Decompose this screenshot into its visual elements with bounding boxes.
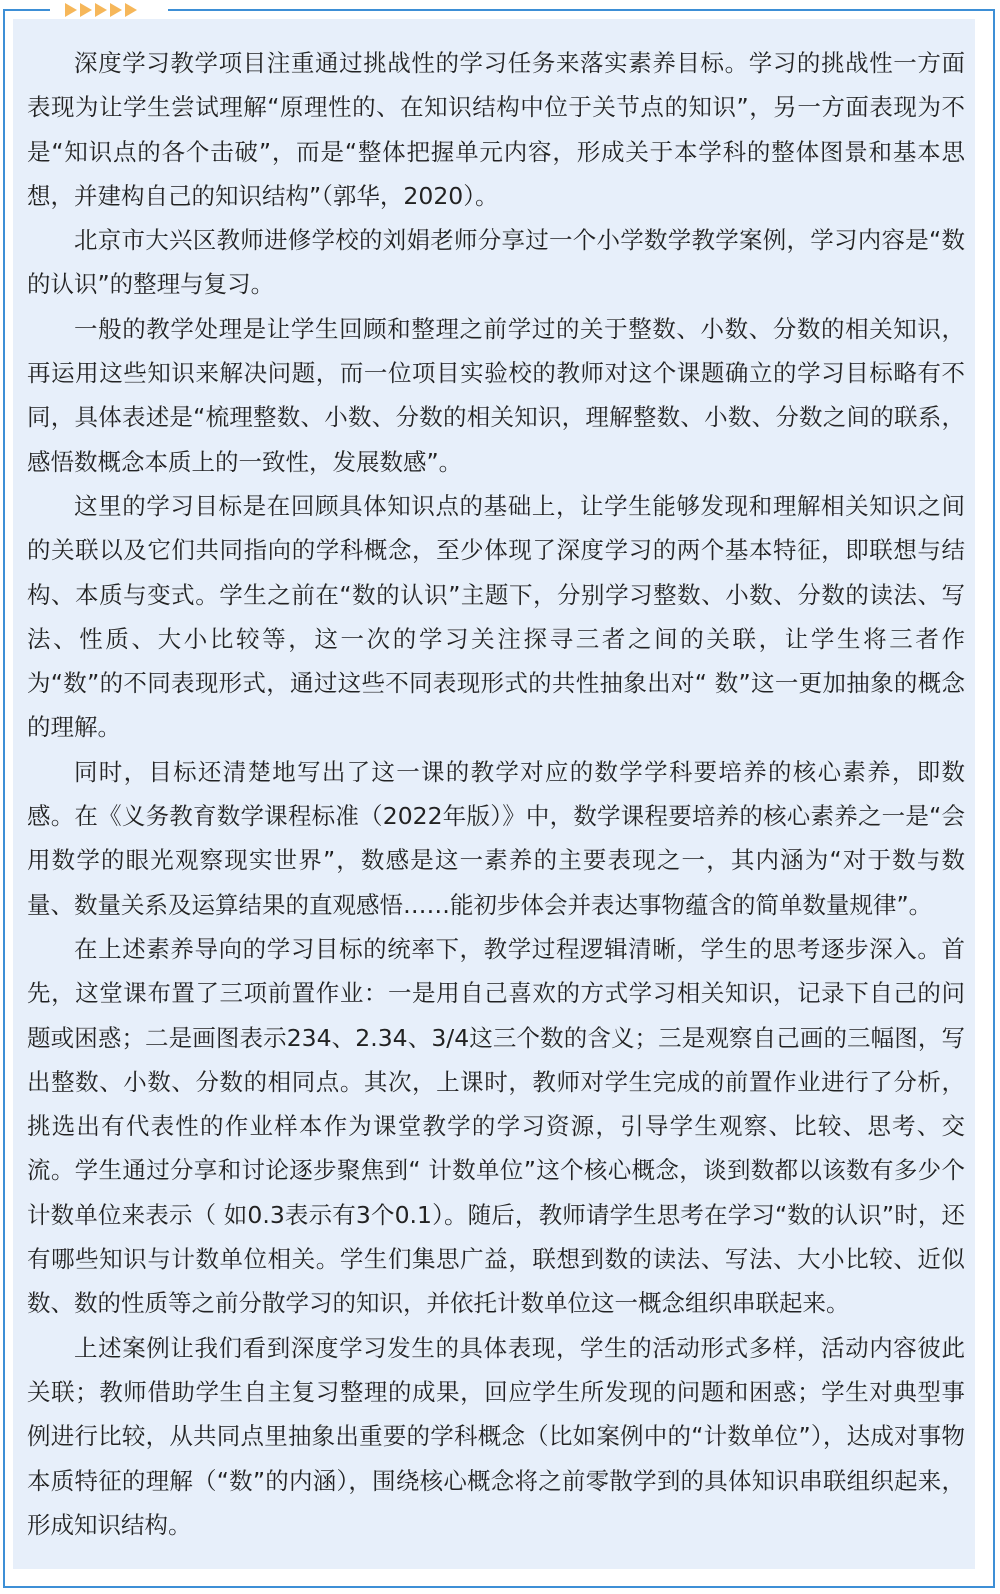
arrow-icon xyxy=(125,3,137,17)
paragraph: 同时，目标还清楚地写出了这一课的教学对应的数学学科要培养的核心素养，即数感。在《义务教育数学课程标准（2022年版）》中，数学课程要培养的核心素养之一是“会用数学的眼光观察现实世界”，数感是这一素养的主要表现之一，其内涵为“对于数与数量、数量关系及运算结果的直观感悟……能初步体会并表达事物蕴含的简单数量规律”。 xyxy=(27,757,965,919)
paragraph: 北京市大兴区教师进修学校的刘娟老师分享过一个小学数学教学案例，学习内容是“数的认识”的整理与复习。 xyxy=(27,226,965,299)
double-arrow-icon xyxy=(65,3,137,17)
arrow-icon xyxy=(65,3,77,17)
paragraph: 这里的学习目标是在回顾具体知识点的基础上，让学生能够发现和理解相关知识之间的关联以及它们共同指向的学科概念，至少体现了深度学习的两个基本特征，即联想与结构、本质与变式。学生之前在“数的认识”主题下，分别学习整数、小数、分数的读法、写法、性质、大小比较等，这一次的学习关注探寻三者之间的关联，让学生将三者作为“数”的不同表现形式，通过这些不同表现形式的共性抽象出对“ 数”这一更加抽象的概念的理解。 xyxy=(27,491,965,742)
arrow-icon xyxy=(80,3,92,17)
arrow-icon xyxy=(95,3,107,17)
article-body xyxy=(13,19,975,1547)
paragraph: 深度学习教学项目注重通过挑战性的学习任务来落实素养目标。学习的挑战性一方面表现为让学生尝试理解“原理性的、在知识结构中位于关节点的知识”，另一方面表现为不是“知识点的各个击破”，而是“整体把握单元内容，形成关于本学科的整体图景和基本思想，并建构自己的知识结构”（郭华，2020）。 xyxy=(27,49,965,210)
paragraph: 一般的教学处理是让学生回顾和整理之前学过的关于整数、小数、分数的相关知识，再运用这些知识来解决问题，而一位项目实验校的教师对这个课题确立的学习目标略有不同，具体表述是“梳理整数、小数、分数的相关知识，理解整数、小数、分数之间的联系，感悟数概念本质上的一致性，发展数感”。 xyxy=(27,314,965,476)
paragraph: 在上述素养导向的学习目标的统率下，教学过程逻辑清晰，学生的思考逐步深入。首先，这堂课布置了三项前置作业：一是用自己喜欢的方式学习相关知识，记录下自己的问题或困惑；二是画图表示234、2.34、3/4这三个数的含义；三是观察自己画的三幅图，写出整数、小数、分数的相同点。其次，上课时，教师对学生完成的前置作业进行了分析，挑选出有代表性的作业样本作为课堂教学的学习资源，引导学生观察、比较、思考、交流。学生通过分享和讨论逐步聚焦到“ 计数单位”这个核心概念，谈到数都以该数有多少个计数单位来表示（ 如0.3表示有3个0.1）。随后，教师请学生思考在学习“数的认识”时，还有哪些知识与计数单位相关。学生们集思广益，联想到数的读法、写法、大小比较、近似数、数的性质等之前分散学习的知识，并依托计数单位这一概念组织串联起来。 xyxy=(27,934,965,1318)
arrow-icon xyxy=(110,3,122,17)
paragraph: 上述案例让我们看到深度学习发生的具体表现，学生的活动形式多样，活动内容彼此关联；教师借助学生自主复习整理的成果，回应学生所发现的问题和困惑；学生对典型事例进行比较，从共同点里抽象出重要的学科概念（比如案例中的“计数单位”），达成对事物本质特征的理解（“数”的内涵），围绕核心概念将之前零散学到的具体知识串联组织起来，形成知识结构。 xyxy=(27,1333,965,1539)
